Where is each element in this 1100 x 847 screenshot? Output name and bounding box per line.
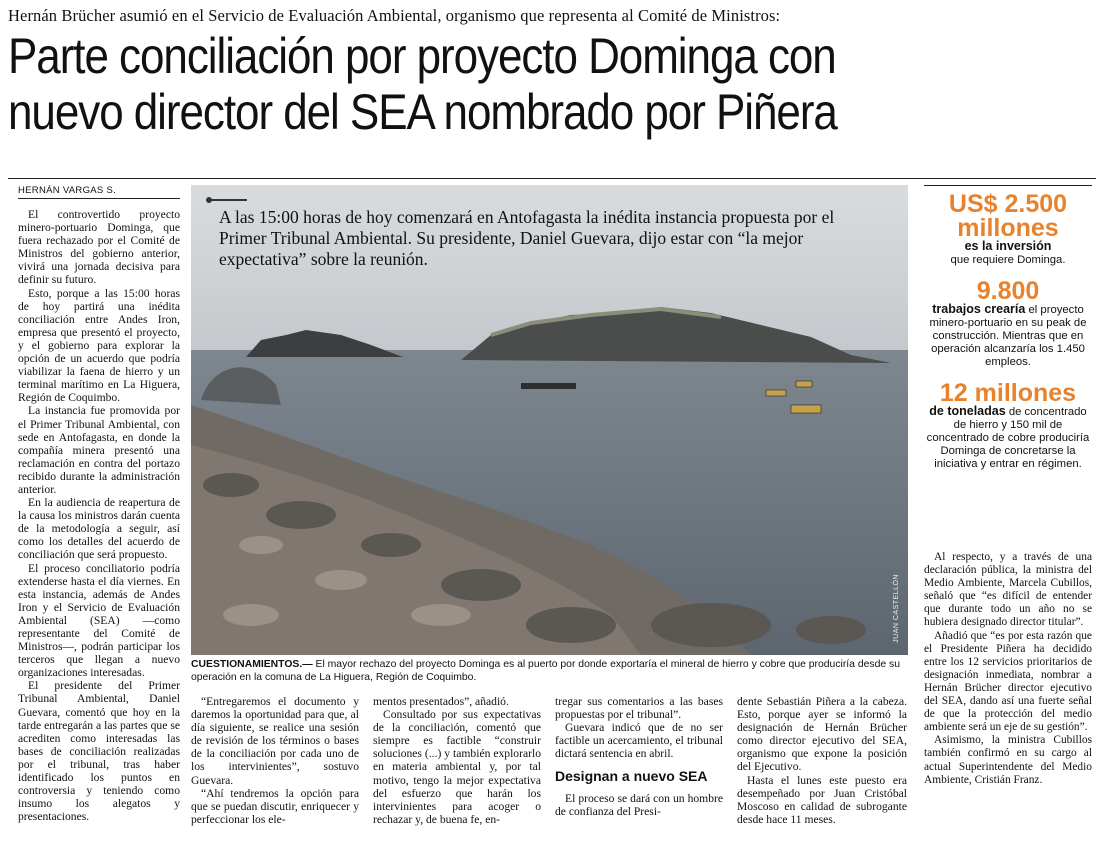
- byline-rule: [18, 198, 180, 199]
- column-1: [18, 208, 180, 823]
- sidebar-rule: [924, 185, 1092, 186]
- fact-3-bold: de toneladas: [929, 404, 1006, 418]
- paragraph: Asimismo, la ministra Cubillos también confirmó en su cargo al actual Superintendente del Medio Ambiente, Cristián Franz.: [924, 734, 1092, 786]
- section-subhead: Designan a nuevo SEA: [555, 768, 708, 785]
- paragraph: mentos presentados”, añadió.: [373, 695, 509, 708]
- paragraph: El controvertido proyecto minero-portuario Dominga, que fuera rechazado por el Comité de Ministros del gobierno anterior, vivirá una jornada decisiva para definir su futuro.: [18, 208, 180, 287]
- bottom-column-1: [191, 695, 359, 826]
- paragraph: “Entregaremos el documento y daremos la oportunidad para que, al día siguiente, se realice una sesión de revisión de los términos o bases de la conciliación por cada uno de los intervinientes”, sostuvo Guevara.: [191, 695, 359, 787]
- facts-sidebar: [924, 185, 1092, 471]
- top-rule: [8, 178, 1096, 179]
- paragraph: dente Sebastián Piñera a la cabeza. Esto, porque ayer se informó la designación de Hernán Brücher como director ejecutivo del SEA, organismo que expone la posición del Ejecutivo.: [737, 695, 907, 774]
- fact-3-detail: de concentrado de hierro y 150 mil de concentrado de cobre produciría Dominga de concretarse la iniciativa y entrar en régimen.: [926, 406, 1090, 470]
- paragraph: Hasta el lunes este puesto era desempeñado por Juan Cristóbal Moscoso en calidad de subrogante desde hace 11 meses.: [737, 773, 907, 826]
- column-right: [924, 551, 1092, 787]
- paragraph: “Ahí tendremos la opción para que se puedan discutir, enriquecer y perfeccionar los ele-: [191, 786, 359, 826]
- headline-line-1: Parte conciliación por proyecto Dominga con: [8, 28, 836, 84]
- fact-1-detail: que requiere Dominga.: [950, 254, 1066, 266]
- fact-2-detail: el proyecto minero-portuario en su peak de construcción. Mientras que en operación alcanzaría los 1.450 empleos.: [929, 304, 1087, 368]
- photo-overlay-text: A las 15:00 horas de hoy comenzará en Antofagasta la inédita instancia propuesta por el Primer Tribunal Ambiental. Su presidente, Daniel Guevara, dijo estar con “la mejor expectativa” sobre la reunión.: [219, 207, 835, 269]
- paragraph: tregar sus comentarios a las bases propuestas por el tribunal”.: [555, 695, 723, 722]
- headline-line-2: nuevo director del SEA nombrado por Piñera: [8, 84, 837, 140]
- paragraph: El proceso se dará con un hombre de confianza del Presi-: [555, 791, 723, 818]
- kicker: Hernán Brücher asumió en el Servicio de Evaluación Ambiental, organismo que representa al Comité de Ministros:: [8, 6, 781, 25]
- fact-3-figure: 12 millones: [939, 379, 1077, 407]
- caption-label: CUESTIONAMIENTOS.—: [191, 659, 313, 670]
- photo-credit: JUAN CASTELLÓN: [893, 574, 900, 643]
- caption-text: El mayor rechazo del proyecto Dominga es al puerto por donde exportaría el mineral de hierro y cobre que produciría desde su operación en la comuna de La Higuera, Región de Coquimbo.: [191, 659, 901, 683]
- fact-1-text: [924, 240, 1092, 267]
- fact-2-figure: 9.800: [976, 277, 1040, 305]
- paragraph: Guevara indicó que de no ser factible un acercamiento, el tribunal dictará sentencia en abril.: [555, 721, 723, 761]
- paragraph: Esto, porque a las 15:00 horas de hoy partirá una inédita conciliación entre Andes Iron, empresa que presentó el proyecto, y el gobierno para explorar la opción de un acuerdo que podría viabilizar la faena de hierro y un terminal marítimo en La Higuera, Región de Coquimbo.: [18, 286, 180, 405]
- byline: HERNÁN VARGAS S.: [18, 185, 117, 196]
- pointer-line: [209, 199, 247, 201]
- fact-2-text: [924, 303, 1092, 369]
- paragraph: Añadió que “es por esta razón que el Presidente Piñera ha decidido entre los 12 servicios prioritarios de designación inmediata, nombrar a Hernán Brücher director ejecutivo del SEA, dando así una fuerte señal de que la protección del medio ambiente será un eje de su gestión”.: [924, 629, 1092, 734]
- paragraph: La instancia fue promovida por el Primer Tribunal Ambiental, con sede en Antofagasta, en donde la compañía minera presentó una reclamación en contra del portazo recibido durante la administración anterior.: [18, 404, 180, 496]
- paragraph: El proceso conciliatorio podría extenderse hasta el día viernes. En esta instancia, además de Andes Iron y el Servicio de Evaluación Ambiental (SEA) —como representante del Comité de Ministros—, podrán participar los terceros que llegan a nuevo organizaciones interesadas.: [18, 561, 180, 680]
- bottom-column-3: [555, 695, 723, 818]
- headline: [8, 28, 1099, 140]
- paragraph: El presidente del Primer Tribunal Ambiental, Daniel Guevara, comentó que hoy en la tarde entregarán a las partes que se acrediten como interesadas las bases de conciliación realizadas por el tribunal, tras haber identificado los puntos en controversia y teniendo como insumo los alegatos y presentaciones.: [18, 679, 180, 824]
- paragraph: Consultado por sus expectativas de la conciliación, comentó que siempre es factible “construir soluciones (...) y también explorarlo en materia ambiental y, por tal motivo, tengo la mejor expectativa del esfuerzo que harán los intervinientes para acoger o rechazar y, de buena fe, en-: [373, 708, 541, 826]
- bottom-column-4: [737, 695, 907, 826]
- paragraph: En la audiencia de reapertura de la causa los ministros darán cuenta de la metodología a seguir, así como los detalles del acuerdo de conciliación que será propuesto.: [18, 496, 180, 562]
- bottom-column-2: [373, 695, 541, 826]
- fact-1-figure: US$ 2.500 millones: [948, 190, 1068, 242]
- paragraph: Al respecto, y a través de una declaración pública, la ministra del Medio Ambiente, Marcela Cubillos, señaló que “es difícil de entender que durante todo un año no se hubiera designado director titular”.: [924, 551, 1092, 629]
- photo-caption: [191, 658, 908, 684]
- fact-3-text: [924, 405, 1092, 471]
- fact-1-bold: es la inversión: [964, 239, 1052, 253]
- fact-2-bold: trabajos crearía: [932, 302, 1026, 316]
- coast-photo: [191, 185, 908, 655]
